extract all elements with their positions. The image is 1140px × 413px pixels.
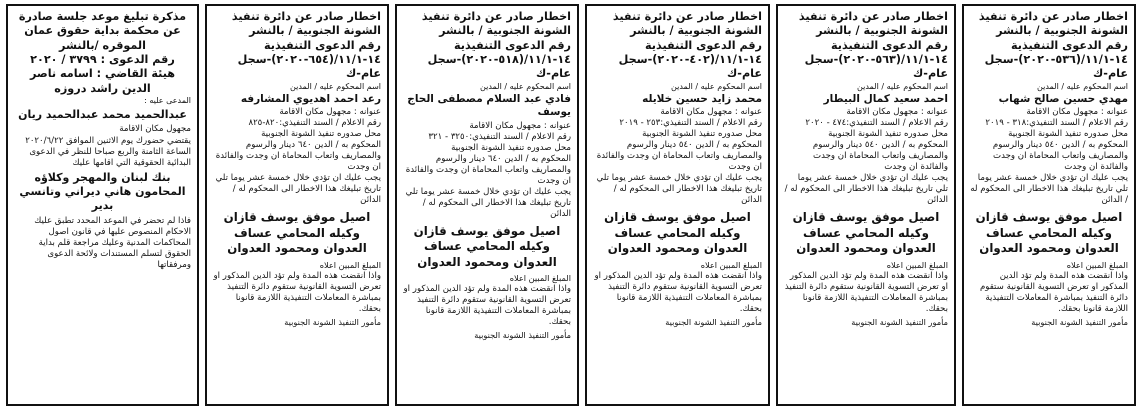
judgment-amount: المحكوم به / الدين ٥٤٠ دينار والرسوم والمصاريف واتعاب المحاماة ان وجدت والفائدة ان وجدت (596, 140, 762, 173)
judgment-amount: المحكوم به / الدين ٥٤٠ دينار والرسوم والمصاريف واتعاب المحاماة ان وجدت والفائدة ان وجدت (992, 140, 1128, 173)
memo-defendant-label: المدعى عليه : (144, 95, 191, 105)
enforcement-warning: واذا انقضت هذه المدة ولم تؤد الدين المذكور او تعرض التسوية القانونية ستقوم دائرة التنفيذ بمباشرة المعاملات التنفيذية اللازمة قانونا بحقك. (979, 270, 1128, 314)
bond-number: رقم الاعلام / السند التنفيذي:٣٢٥٠ - ٣٢١ (428, 131, 571, 142)
creditor-agent: اصيل موفق يوسف قازان وكيله المحامي عساف العدوان ومحمود العدوان (413, 223, 561, 269)
judgment-amount: المحكوم به / الدين ٦٤٠ دينار والرسوم والمصاريف واتعاب المحاماة ان وجدت والفائدة ان وجدت (405, 153, 571, 186)
debtor-label: اسم المحكوم عليه / المدين (857, 81, 948, 91)
memo-title: مذكرة تبليغ موعد جلسة صادرة عن محكمة بداية حقوق عمان الموقره /بالنشر (18, 10, 187, 52)
case-number: رقم الدعوى التنفيذية ١٤-١١/١/(٥٦٣-٢٠٢٠)-سجل عام-ك (804, 38, 948, 81)
enforcement-notice (205, 4, 389, 406)
amount-label: المبلغ المبين اعلاه (886, 260, 948, 270)
enforcement-notice (962, 4, 1136, 406)
judgment-amount: المحكوم به / الدين ٦٤٠ دينار والرسوم والمصاريف واتعاب المحاماة ان وجدت والفائدة ان وجدت (215, 140, 381, 173)
officer-signature: مأمور التنفيذ الشونة الجنوبية (665, 316, 762, 327)
enforcement-notice (585, 4, 770, 406)
enforcement-warning: واذا انقضت هذه المدة ولم تؤد الدين المذكور او تعرض التسوية القانونية ستقوم دائرة التنفيذ بمباشرة المعاملات التنفيذية اللازمة قانونا بحقك. (403, 283, 571, 327)
notice-header: اخطار صادر عن دائرة تنفيذ الشونة الجنوبية / بالنشر (231, 10, 381, 38)
case-number: رقم الدعوى التنفيذية ١٤-١١/١/(٥١٨-٢٠٢٠)-سجل عام-ك (427, 38, 571, 81)
debtor-label: اسم المحكوم عليه / المدين (671, 81, 762, 91)
enforcement-warning: واذا انقضت هذه المدة ولم تؤد الدين المذكور او تعرض التسوية القانونية ستقوم دائرة التنفيذ بمباشرة المعاملات التنفيذية اللازمة قانونا بحقك. (594, 270, 762, 314)
memo-defendant-name: عبدالحميد محمد عبدالحميد ريان (18, 108, 187, 122)
bond-number: رقم الاعلام / السند التنفيذي:٤٧٤ - ٢٠٢٠ (805, 118, 948, 129)
memo-defendant-address: مجهول مكان الاقامة (119, 124, 191, 135)
officer-signature: مأمور التنفيذ الشونة الجنوبية (474, 329, 571, 340)
case-number: رقم الدعوى التنفيذية ١٤-١١/١/(٥٣٦-٢٠٢٠)-سجل عام-ك (984, 38, 1128, 81)
creditor-agent: اصيل موفق يوسف قازان وكيله المحامي عساف العدوان ومحمود العدوان (792, 210, 940, 256)
creditor-agent: اصيل موفق يوسف قازان وكيله المحامي عساف العدوان ومحمود العدوان (604, 210, 751, 256)
case-number: رقم الدعوى التنفيذية ١٤-١١/١/(٤٠٢-٢٠٢٠)-سجل عام-ك (618, 38, 762, 81)
debtor-label: اسم المحكوم عليه / المدين (1037, 81, 1128, 91)
payment-notice: يجب عليك ان تؤدي خلال خمسة عشر يوما تلي تاريخ تبليغك هذا الاخطار الى المحكوم له / الدائن (215, 173, 381, 206)
enforcement-notice (395, 4, 579, 406)
bond-number: رقم الاعلام / السند التنفيذي:٣١٨ - ٢٠١٩ (985, 118, 1128, 129)
debtor-address: عنوانه : مجهول مكان الاقامة (1026, 107, 1128, 118)
case-number: رقم الدعوى التنفيذية ١٤-١١/١/(٦٥٤-٢٠٢٠)-سجل عام-ك (237, 38, 381, 81)
notice-header: اخطار صادر عن دائرة تنفيذ الشونة الجنوبية / بالنشر (421, 10, 571, 38)
enforcement-notice (776, 4, 956, 406)
amount-label: المبلغ المبين اعلاه (1066, 260, 1128, 270)
court-summons-memo (6, 4, 199, 406)
enforcement-warning: واذا انقضت هذه المدة ولم تؤد الدين المذكور او تعرض التسوية القانونية ستقوم دائرة التنفيذ بمباشرة المعاملات التنفيذية اللازمة قانونا بحقك. (213, 270, 381, 314)
officer-signature: مأمور التنفيذ الشونة الجنوبية (851, 316, 948, 327)
debtor-address: عنوانه : مجهول مكان الاقامة (279, 107, 381, 118)
debtor-name: محمد زايد حسين خلايله (642, 92, 762, 105)
creditor-agent: اصيل موفق يوسف قازان وكيله المحامي عساف العدوان ومحمود العدوان (975, 210, 1123, 256)
debtor-address: عنوانه : مجهول مكان الاقامة (469, 120, 571, 131)
judgment-amount: المحكوم به / الدين ٥٤٠ دينار والرسوم والمصاريف واتعاب المحاماة ان وجدت والفائدة ان وجدت (812, 140, 948, 173)
debtor-address: عنوانه : مجهول مكان الاقامة (846, 107, 948, 118)
memo-summons: يقتضي حضورك يوم الاثنين الموافق ٢٠٢٠/٦/٢٢ الساعة الثامنة والربع صباحا للنظر في الدعوى البدائية الحقوقية التي اقامها عليك (25, 136, 191, 169)
creditor-agent: اصيل موفق يوسف قازان وكيله المحامي عساف العدوان ومحمود العدوان (223, 210, 371, 256)
payment-notice: يجب عليك ان تؤدي خلال خمسة عشر يوما تلي تاريخ تبليغك هذا الاخطار الى المحكوم له / الدائن (596, 173, 762, 206)
enforcement-warning: واذا انقضت هذه المدة ولم تؤد الدين المذكور او تعرض التسوية القانونية ستقوم دائرة التنفيذ بمباشرة المعاملات التنفيذية اللازمة قانونا بحقك. (784, 270, 948, 314)
debtor-name: احمد سعيد كمال البيطار (823, 92, 948, 105)
bond-number: رقم الاعلام / السند التنفيذي:٨٢٠-٨٢٥ (248, 118, 381, 129)
amount-label: المبلغ المبين اعلاه (509, 273, 571, 284)
payment-notice: يجب عليك ان تؤدي خلال خمسة عشر يوما تلي تاريخ تبليغك هذا الاخطار الى المحكوم له / الدائن (784, 173, 948, 206)
debtor-address: عنوانه : مجهول مكان الاقامة (660, 107, 762, 118)
issuing-office: محل صدوره تنفيذ الشونة الجنوبية (828, 129, 948, 140)
memo-case-number: رقم الدعوى : ٣٧٩٩ / ٢٠٢٠ (30, 52, 175, 66)
debtor-name: رعد احمد اهديوي المشارفه (240, 92, 381, 105)
bond-number: رقم الاعلام / السند التنفيذي:٢٥٣ - ٢٠١٩ (619, 118, 762, 129)
issuing-office: محل صدوره تنفيذ الشونة الجنوبية (261, 129, 381, 140)
memo-judge: هيئة القاضي : اسامه ناصر الدين راشد دروزه (29, 67, 176, 95)
debtor-label: اسم المحكوم عليه / المدين (290, 81, 381, 91)
amount-label: المبلغ المبين اعلاه (319, 260, 381, 270)
issuing-office: محل صدوره تنفيذ الشونة الجنوبية (1008, 129, 1128, 140)
issuing-office: محل صدوره تنفيذ الشونة الجنوبية (642, 129, 762, 140)
payment-notice: يجب عليك ان تؤدي خلال خمسة عشر يوما تلي تاريخ تبليغك هذا الاخطار الى المحكوم له / الدائن (970, 173, 1128, 206)
debtor-name: مهدي حسين صالح شهاب (998, 92, 1128, 105)
notice-header: اخطار صادر عن دائرة تنفيذ الشونة الجنوبية / بالنشر (612, 10, 762, 38)
payment-notice: يجب عليك ان تؤدي خلال خمسة عشر يوما تلي تاريخ تبليغك هذا الاخطار الى المحكوم له / الدائن (405, 186, 571, 219)
officer-signature: مأمور التنفيذ الشونة الجنوبية (284, 316, 381, 327)
issuing-office: محل صدوره تنفيذ الشونة الجنوبية (451, 142, 571, 153)
memo-plaintiff: بنك لبنان والمهجر وكلاؤه المحامون هاني ديراني وتانسي بدير (19, 171, 186, 213)
notice-header: اخطار صادر عن دائرة تنفيذ الشونة الجنوبية / بالنشر (978, 10, 1128, 38)
memo-warning: فاذا لم تحضر في الموعد المحدد تطبق عليك الاحكام المنصوص عليها في قانون اصول المحاكمات المدنية وعليك مراجعة قلم بداية الحقوق لتسلم المستندات ولائحة الدعوى ومرفقاتها (34, 215, 191, 270)
notice-header: اخطار صادر عن دائرة تنفيذ الشونة الجنوبية / بالنشر (798, 10, 948, 38)
debtor-label: اسم المحكوم عليه / المدين (480, 81, 571, 91)
amount-label: المبلغ المبين اعلاه (700, 260, 762, 270)
officer-signature: مأمور التنفيذ الشونة الجنوبية (1031, 316, 1128, 327)
debtor-name: فادي عبد السلام مصطفى الحاج يوسف (407, 92, 571, 119)
